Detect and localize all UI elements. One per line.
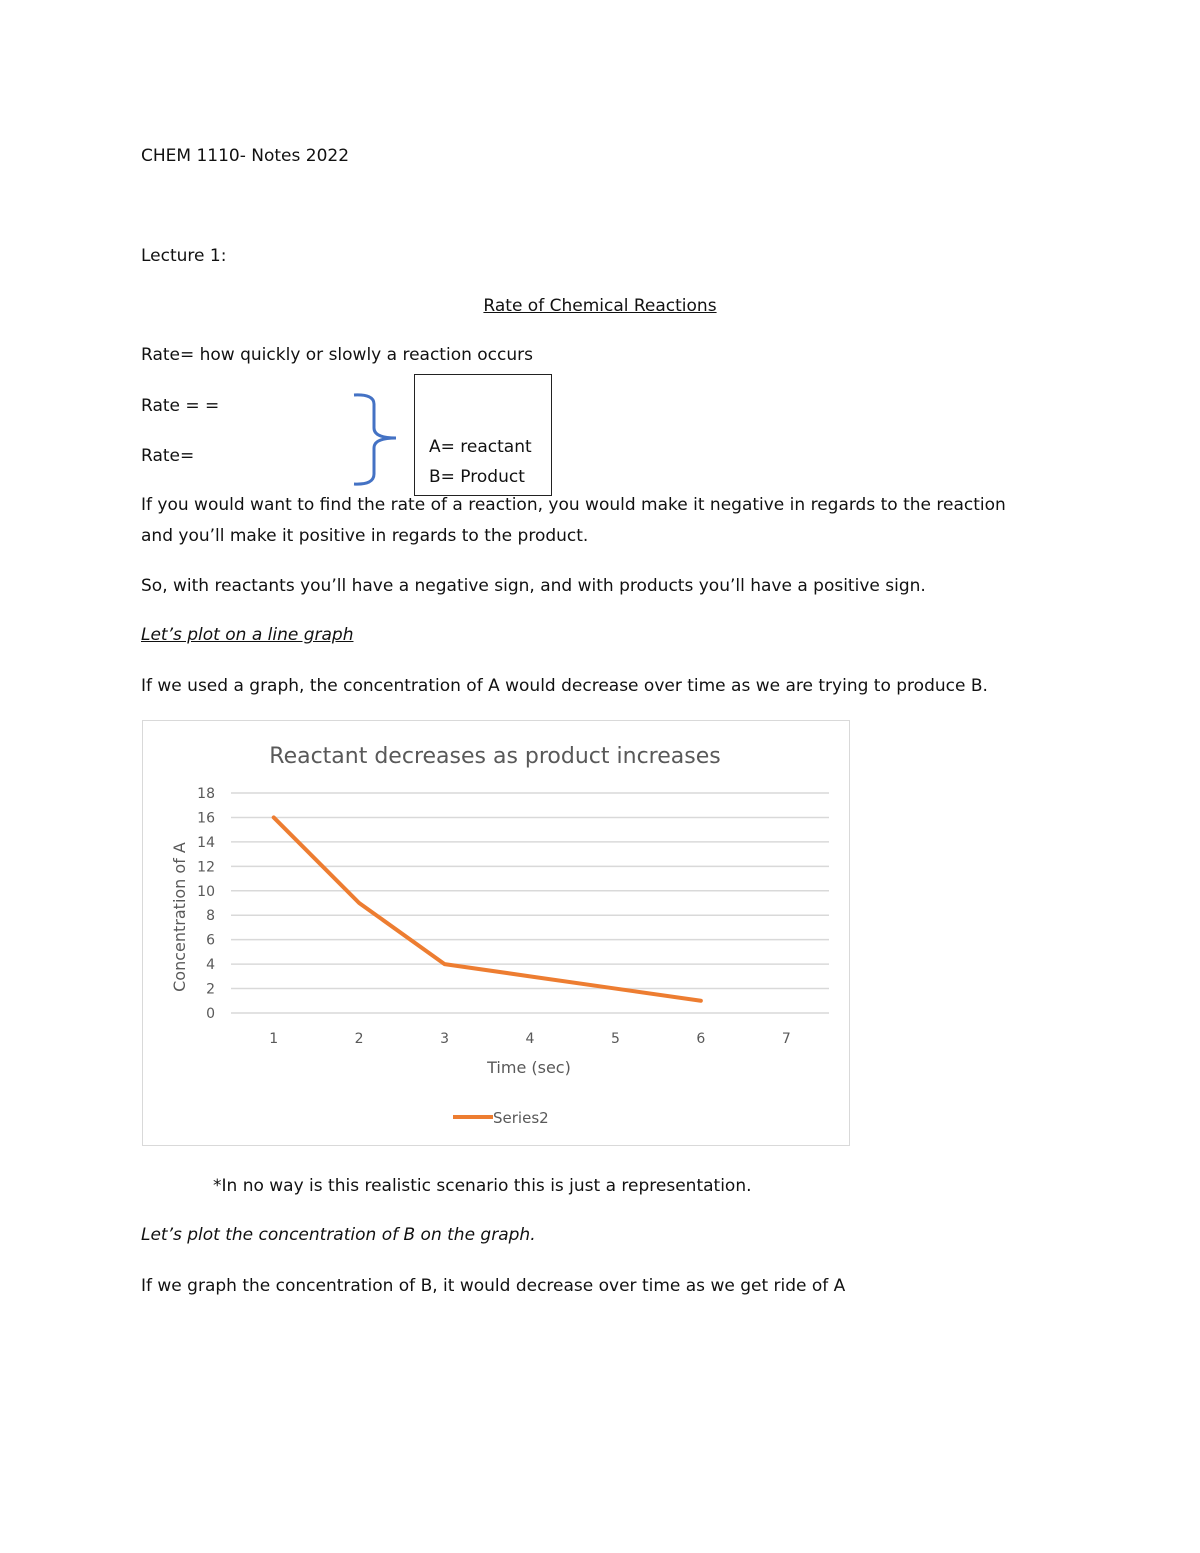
paragraph-3: If we used a graph, the concentration of A would decrease over time as we are trying to produce B. — [141, 676, 988, 696]
y-tick-label: 10 — [197, 883, 215, 900]
paragraph-1-line-2: and you’ll make it positive in regards to the product. — [141, 526, 589, 546]
chart-title: Reactant decreases as product increases — [269, 744, 721, 769]
x-tick-label: 3 — [440, 1031, 450, 1047]
x-tick-label: 1 — [269, 1031, 279, 1047]
rate-equation-2: Rate= — [141, 446, 195, 466]
y-tick-label: 0 — [206, 1006, 215, 1022]
y-tick-label: 2 — [206, 981, 215, 998]
subheading-line-graph: Let’s plot on a line graph — [141, 625, 354, 645]
rate-definition: Rate= how quickly or slowly a reaction occurs — [141, 345, 533, 365]
doc-header: CHEM 1110- Notes 2022 — [141, 146, 350, 166]
y-axis-label: Concentration of A — [170, 842, 189, 992]
y-tick-label: 12 — [197, 859, 215, 876]
y-tick-label: 8 — [206, 908, 215, 925]
x-axis-label: Time (sec) — [487, 1058, 571, 1077]
box-line-reactant: A= reactant — [429, 437, 532, 457]
curly-brace-icon — [350, 390, 402, 490]
subheading-concentration-b: Let’s plot the concentration of B on the graph. — [141, 1225, 536, 1245]
note-text: *In no way is this realistic scenario this is just a representation. — [213, 1176, 752, 1196]
paragraph-1-line-1: If you would want to find the rate of a reaction, you would make it negative in regards to the reaction — [141, 495, 1006, 515]
y-tick-label: 4 — [206, 957, 215, 974]
series-line — [274, 817, 701, 1000]
y-tick-label: 6 — [206, 932, 215, 949]
x-tick-label: 4 — [525, 1031, 535, 1047]
line-chart — [143, 721, 849, 1145]
x-tick-label: 7 — [781, 1031, 791, 1047]
paragraph-2: So, with reactants you’ll have a negative sign, and with products you’ll have a positive sign. — [141, 576, 926, 596]
page-title: Rate of Chemical Reactions — [483, 296, 717, 316]
x-tick-label: 6 — [696, 1031, 706, 1047]
x-tick-label: 5 — [610, 1031, 620, 1047]
y-tick-label: 16 — [197, 810, 215, 827]
chart-frame — [142, 720, 850, 1146]
definition-box — [414, 374, 552, 496]
paragraph-4: If we graph the concentration of B, it would decrease over time as we get ride of A — [141, 1276, 846, 1296]
box-line-product: B= Product — [429, 467, 525, 487]
chart-legend — [453, 1109, 549, 1127]
rate-equation-1: Rate = = — [141, 396, 220, 416]
legend-label: Series2 — [493, 1109, 549, 1127]
y-tick-label: 14 — [197, 834, 215, 851]
x-tick-label: 2 — [354, 1031, 364, 1047]
y-tick-label: 18 — [197, 786, 215, 802]
lecture-label: Lecture 1: — [141, 246, 227, 266]
